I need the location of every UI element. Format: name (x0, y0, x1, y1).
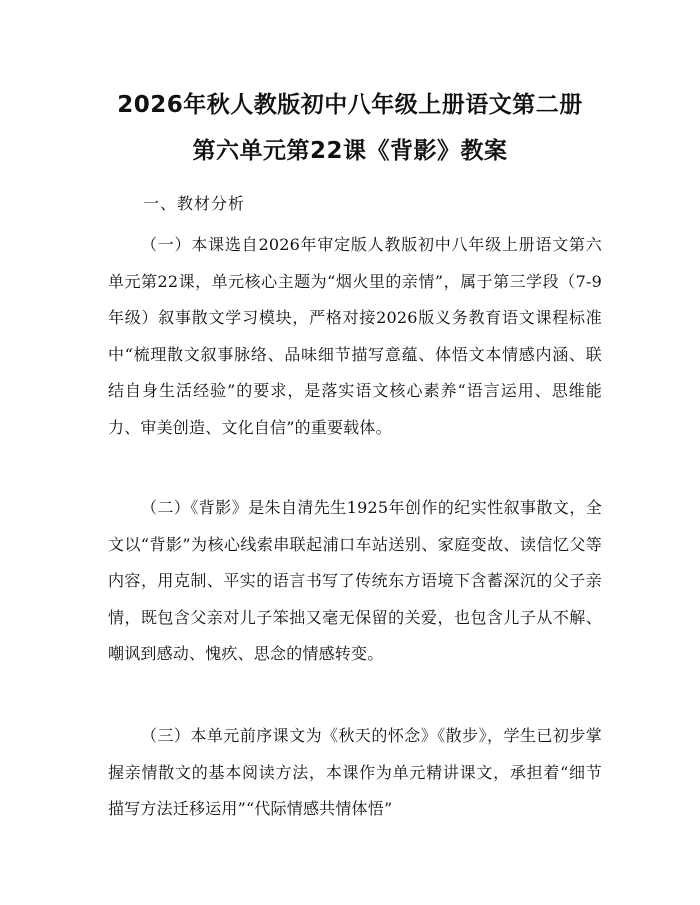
paragraph-1: （一）本课选自2026年审定版人教版初中八年级上册语文第六单元第22课，单元核心主题为“烟火里的亲情”，属于第三学段（7-9年级）叙事散文学习模块，严格对接2026版义务教育语文课程标准中“梳理散文叙事脉络、品味细节描写意蕴、体悟文本情感内涵、联结自身生活经验”的要求，是落实语文核心素养“语言运用、思维能力、审美创造、文化自信”的重要载体。 (108, 235, 602, 437)
section-heading: 一、教材分析 (143, 194, 246, 213)
document-title-line-2: 第六单元第22课《背影》教案 (192, 138, 508, 164)
paragraph-2: （二）《背影》是朱自清先生1925年创作的纪实性叙事散文，全文以“背影”为核心线索串联起浦口车站送别、家庭变故、读信忆父等内容，用克制、平实的语言书写了传统东方语境下含蓄深沉的父子亲情，既包含父亲对儿子笨拙又毫无保留的关爱，也包含儿子从不解、嘲讽到感动、愧疚、思念的情感转变。 (108, 498, 602, 663)
document-title-line-1: 2026年秋人教版初中八年级上册语文第二册 (117, 92, 583, 118)
paragraph-3: （三）本单元前序课文为《秋天的怀念》《散步》，学生已初步掌握亲情散文的基本阅读方法，本课作为单元精讲课文，承担着“细节描写方法迁移运用”“代际情感共情体悟” (108, 726, 602, 818)
